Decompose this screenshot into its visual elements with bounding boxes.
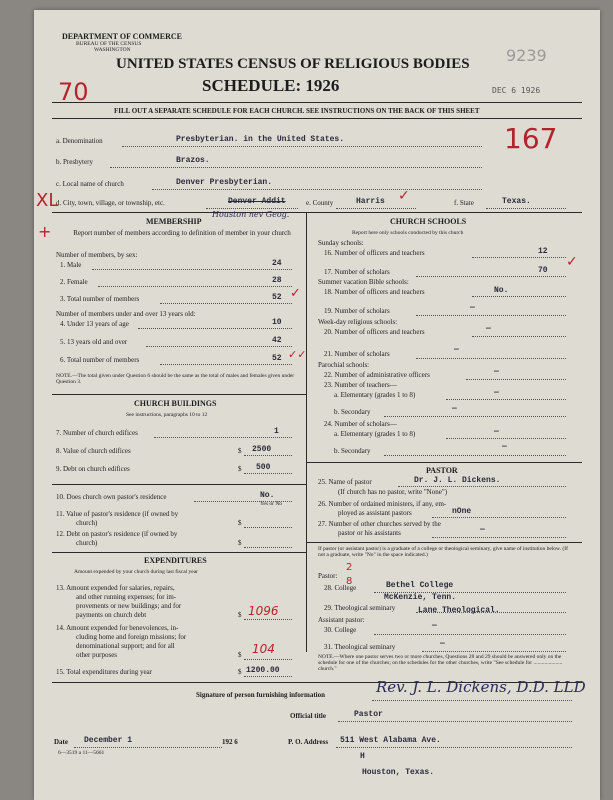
- q29-value: Lane Theological.: [418, 606, 500, 615]
- q5-value: 42: [272, 336, 282, 345]
- q5-label: 5. 13 years old and over: [60, 338, 128, 346]
- address-line2: H: [360, 752, 365, 761]
- q26-line1: 26. Number of ordained ministers, if any, em-: [318, 500, 447, 508]
- q21-value: —: [454, 345, 459, 354]
- q13-dollar: $: [238, 611, 242, 619]
- q27-line2: pastor or his assistants: [338, 529, 401, 537]
- q19-value: —: [470, 303, 475, 312]
- q23a-value: —: [494, 388, 499, 397]
- q28-value: Bethel College: [386, 581, 454, 590]
- handwritten-number-167: 167: [504, 122, 558, 155]
- presbytery-label: b. Presbytery: [56, 158, 93, 166]
- church-name-label: c. Local name of church: [56, 180, 124, 188]
- q22-label: 22. Number of administrative officers: [324, 371, 430, 379]
- official-title-value: Pastor: [354, 710, 383, 719]
- pastor-intro: If pastor (or assistant pastor) is a graduate of a college or theological seminary, give name of institution below. (If not a graduate, write "No" in the space indicated.): [318, 546, 568, 558]
- address-line3: Houston, Texas.: [362, 768, 435, 777]
- q9-value: 500: [256, 463, 271, 472]
- q10-value: No.: [260, 491, 275, 500]
- schools-sub: Report here only schools conducted by this church: [352, 230, 464, 236]
- date-year: 192 6: [222, 738, 238, 746]
- form-title: UNITED STATES CENSUS OF RELIGIOUS BODIES: [116, 56, 470, 72]
- q6-label: 6. Total number of members: [60, 356, 140, 364]
- city-label-field: d. City, town, village, or township, etc.: [56, 199, 165, 207]
- assistant-label: Assistant pastor:: [318, 616, 365, 624]
- q4-value: 10: [272, 318, 282, 327]
- q17-label: 17. Number of scholars: [324, 268, 390, 276]
- red-mark-xl: XL: [36, 190, 59, 211]
- vacation-label: Summer vacation Bible schools:: [318, 278, 409, 286]
- q11-label-line1: 11. Value of pastor's residence (if owned by: [56, 510, 179, 518]
- q7-label: 7. Number of church edifices: [56, 429, 138, 437]
- q8-dollar: $: [238, 447, 242, 455]
- q14-dollar: $: [238, 651, 242, 659]
- q2-value: 28: [272, 276, 282, 285]
- q1-value: 24: [272, 259, 282, 268]
- red-plus-mark: +: [38, 222, 52, 241]
- q24a-value: —: [494, 427, 499, 436]
- handwritten-1096: 1096: [248, 604, 279, 618]
- stamp-date: DEC 6 1926: [492, 86, 541, 95]
- stamp-number: 9239: [506, 46, 547, 65]
- red-check-q17: ✓: [566, 254, 578, 270]
- q20-label: 20. Number of officers and teachers: [324, 328, 425, 336]
- q2-label: 2. Female: [60, 278, 88, 286]
- q16-value: 12: [538, 247, 548, 256]
- handwritten-104: 104: [252, 642, 275, 656]
- form-subtitle: SCHEDULE: 1926: [202, 76, 340, 95]
- buildings-sub: See instructions, paragraphs 10 to 12: [126, 412, 208, 418]
- q30-value: —: [432, 621, 437, 630]
- q22-value: —: [494, 367, 499, 376]
- q25-label: 25. Name of pastor: [318, 478, 372, 486]
- q23b-value: —: [452, 404, 457, 413]
- q30-label: 30. College: [324, 626, 357, 634]
- q9-dollar: $: [238, 465, 242, 473]
- q28-label: 28. College: [324, 584, 357, 592]
- age-intro: Number of members under and over 13 years old:: [56, 310, 196, 318]
- membership-intro: Report number of members according to definition of member in your church: [73, 229, 291, 237]
- q29-label: 29. Theological seminary: [324, 604, 396, 612]
- expenditures-heading: EXPENDITURES: [144, 556, 207, 565]
- state-value: Texas.: [502, 197, 531, 206]
- q31-label: 31. Theological seminary: [324, 643, 396, 651]
- denomination-value: Presbyterian. in the United States.: [176, 135, 345, 144]
- q14-line2: cluding home and foreign missions; for: [76, 633, 187, 641]
- presbytery-value: Brazos.: [176, 156, 210, 165]
- q12-label-line1: 12. Debt on pastor's residence (if owned by: [56, 530, 178, 538]
- bureau-label: BUREAU OF THE CENSUS: [76, 41, 142, 47]
- q27-value: —: [480, 525, 485, 534]
- q13-line4: payments on church debt: [76, 611, 147, 619]
- q11-label-line2: church): [76, 519, 98, 527]
- membership-handwritten-note: Houston nev Geog.: [212, 210, 290, 219]
- q28-location: McKenzie, Tenn.: [384, 593, 457, 602]
- address-line1: 511 West Alabama Ave.: [340, 736, 441, 745]
- q4-label: 4. Under 13 years of age: [60, 320, 129, 328]
- q10-yes-or-no: Yes or No: [260, 501, 283, 507]
- membership-heading: MEMBERSHIP: [146, 217, 202, 226]
- schools-heading: CHURCH SCHOOLS: [390, 217, 467, 226]
- official-title-label: Official title: [290, 712, 326, 720]
- q14-line1: 14. Amount expended for benevolences, in-: [56, 624, 179, 632]
- q26-line2: ployed as assistant pastors: [338, 509, 412, 517]
- q11-dollar: $: [238, 519, 242, 527]
- po-address-label: P. O. Address: [288, 738, 329, 746]
- q14-line3: denominational support; and for all: [76, 642, 175, 650]
- q24-label: 24. Number of scholars—: [324, 420, 397, 428]
- pastor-label: Pastor:: [318, 572, 338, 580]
- q15-label: 15. Total expenditures during year: [56, 668, 152, 676]
- date-value: December 1: [84, 736, 133, 745]
- q9-label: 9. Debt on church edifices: [56, 465, 130, 473]
- q18-value: No.: [494, 286, 509, 295]
- red-double-check-q6: ✓✓: [288, 348, 307, 361]
- q25-note: (If church has no pastor, write "None"): [338, 488, 448, 496]
- q24a-label: a. Elementary (grades 1 to 8): [334, 430, 416, 438]
- denomination-label: a. Denomination: [56, 137, 103, 145]
- handwritten-fraction-bottom: 8: [346, 576, 353, 587]
- q17-value: 70: [538, 266, 548, 275]
- q23b-label: b. Secondary: [334, 408, 371, 416]
- parochial-label: Parochial schools:: [318, 361, 370, 369]
- q1-label: 1. Male: [60, 261, 82, 269]
- q19-label: 19. Number of scholars: [324, 307, 390, 315]
- signature-label: Signature of person furnishing information: [196, 691, 325, 699]
- red-check-county: ✓: [398, 188, 410, 204]
- pastor-note: NOTE.—Where one pastor serves two or more churches, Questions 28 and 29 should be answered only on the schedule for one of the churches; on the schedules for the other churches, write "See schedule for ..................... church.": [318, 654, 563, 672]
- weekday-label: Week-day religious schools:: [318, 318, 398, 326]
- q15-dollar: $: [238, 668, 242, 676]
- church-name-value: Denver Presbyterian.: [176, 178, 273, 187]
- handwritten-fraction-top: 2: [346, 562, 353, 573]
- q8-label: 8. Value of church edifices: [56, 447, 131, 455]
- q31-value: —: [440, 639, 445, 648]
- print-code: 6—3519 a 11—5661: [58, 750, 105, 756]
- buildings-heading: CHURCH BUILDINGS: [134, 399, 217, 408]
- signature: Rev. J. L. Dickens, D.D. LLD: [376, 678, 586, 696]
- sunday-label: Sunday schools:: [318, 239, 364, 247]
- q18-label: 18. Number of officers and teachers: [324, 288, 425, 296]
- q6-value: 52: [272, 354, 282, 363]
- q13-line3: provements or new buildings; and for: [76, 602, 182, 610]
- q24b-label: b. Secondary: [334, 447, 371, 455]
- q13-line1: 13. Amount expended for salaries, repairs,: [56, 584, 175, 592]
- handwritten-number-70: 70: [58, 78, 89, 106]
- q26-value: nOne: [452, 507, 472, 516]
- q16-label: 16. Number of officers and teachers: [324, 249, 425, 257]
- q25-value: Dr. J. L. Dickens.: [414, 476, 501, 485]
- date-label: Date: [54, 738, 68, 746]
- city-value: Denver Addit: [228, 197, 286, 206]
- county-value: Harris: [356, 197, 385, 206]
- q8-value: 2500: [252, 445, 272, 454]
- q20-value: —: [486, 324, 491, 333]
- q27-line1: 27. Number of other churches served by the: [318, 520, 441, 528]
- q3-value: 52: [272, 293, 282, 302]
- county-label: e. County: [306, 199, 334, 207]
- q10-label: 10. Does church own pastor's residence: [56, 493, 167, 501]
- state-label: f. State: [454, 199, 474, 207]
- by-sex-label: Number of members, by sex:: [56, 251, 138, 259]
- q23a-label: a. Elementary (grades 1 to 8): [334, 391, 416, 399]
- membership-note: NOTE.—The total given under Question 6 should be the same as the total of males and females given under Question 3.: [56, 373, 295, 385]
- q13-line2: and other running expenses; for im-: [76, 593, 177, 601]
- q14-line4: other purposes: [76, 651, 118, 659]
- red-check-q3: ✓: [290, 286, 301, 301]
- pastor-heading: PASTOR: [426, 466, 458, 475]
- q23-label: 23. Number of teachers—: [324, 381, 397, 389]
- q3-label: 3. Total number of members: [60, 295, 140, 303]
- dept-label: DEPARTMENT OF COMMERCE: [62, 32, 183, 41]
- instructions-line: FILL OUT A SEPARATE SCHEDULE FOR EACH CHURCH. SEE INSTRUCTIONS ON THE BACK OF THIS SHEET: [114, 107, 480, 115]
- q7-value: 1: [274, 427, 279, 436]
- expenditures-sub: Amount expended by your church during last fiscal year: [74, 569, 199, 575]
- q21-label: 21. Number of scholars: [324, 350, 390, 358]
- census-form: [34, 10, 600, 800]
- q15-value: 1200.00: [246, 666, 280, 675]
- city-label: WASHINGTON: [94, 47, 131, 53]
- q12-label-line2: church): [76, 539, 98, 547]
- q24b-value: —: [502, 442, 507, 451]
- q12-dollar: $: [238, 539, 242, 547]
